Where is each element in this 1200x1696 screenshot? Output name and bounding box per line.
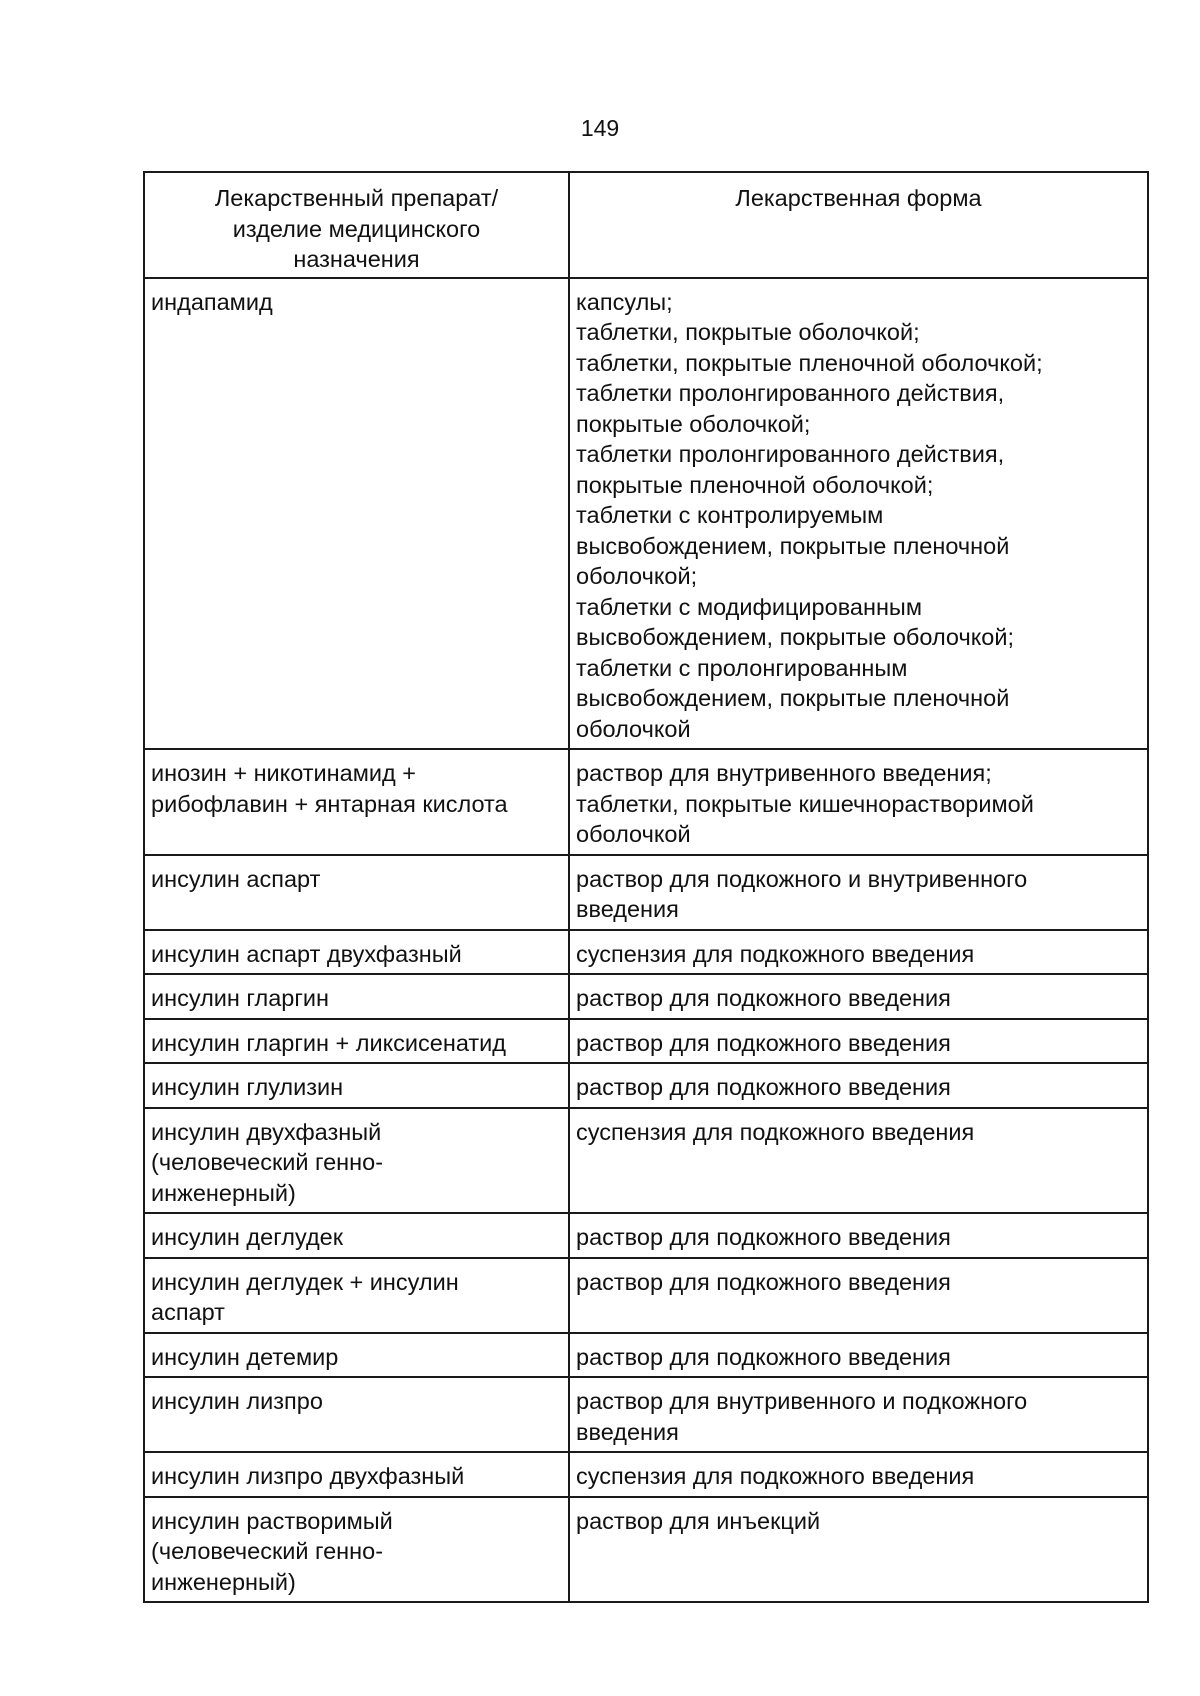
dosage-form-cell bbox=[569, 855, 1148, 930]
page-number: 149 bbox=[580, 115, 620, 141]
drug-name-line: инсулин деглудек + инсулин bbox=[151, 1268, 459, 1295]
drug-name-cell bbox=[144, 1108, 569, 1214]
dosage-form-cell bbox=[569, 1108, 1148, 1214]
dosage-form-line: раствор для инъекций bbox=[576, 1507, 821, 1534]
dosage-form-cell bbox=[569, 1213, 1148, 1258]
dosage-form-line: таблетки пролонгированного действия, bbox=[576, 441, 1005, 467]
drug-name-line: (человеческий генно- bbox=[151, 1149, 384, 1175]
drug-name-cell bbox=[144, 1333, 569, 1378]
drug-name-line: инженерный) bbox=[151, 1179, 296, 1206]
dosage-form-cell bbox=[569, 930, 1148, 975]
drug-name-line: инсулин растворимый bbox=[151, 1507, 393, 1534]
dosage-form-cell bbox=[569, 1019, 1148, 1064]
drug-name-line: индапамид bbox=[151, 288, 273, 315]
table-row bbox=[144, 974, 1148, 1019]
dosage-form-cell bbox=[569, 1377, 1148, 1452]
dosage-form-line: раствор для подкожного введения bbox=[576, 1224, 951, 1250]
header-drug-line: назначения bbox=[293, 246, 420, 272]
table-row bbox=[144, 1019, 1148, 1064]
drug-name-line: инсулин двухфазный bbox=[151, 1118, 382, 1145]
table-row bbox=[144, 1333, 1148, 1378]
drug-name-line: инсулин деглудек bbox=[151, 1224, 344, 1250]
dosage-form-line: раствор для подкожного введения bbox=[576, 1029, 951, 1056]
dosage-form-line: покрытые пленочной оболочкой; bbox=[576, 471, 934, 498]
dosage-form-cell bbox=[569, 974, 1148, 1019]
dosage-form-line: капсулы; bbox=[576, 288, 673, 315]
header-form bbox=[569, 172, 1148, 278]
drug-name-line: инсулин гларгин bbox=[151, 985, 330, 1011]
table-row bbox=[144, 1063, 1148, 1108]
dosage-form-line: оболочкой bbox=[576, 821, 691, 847]
dosage-form-line: введения bbox=[576, 1418, 679, 1445]
dosage-form-line: таблетки, покрытые кишечнорастворимой bbox=[576, 790, 1034, 817]
drug-name-line: инсулин гларгин + ликсисенатид bbox=[151, 1029, 507, 1056]
drug-name-cell bbox=[144, 1063, 569, 1108]
dosage-form-line: раствор для подкожного и внутривенного bbox=[576, 865, 1028, 892]
dosage-form-cell bbox=[569, 1063, 1148, 1108]
dosage-form-line: таблетки, покрытые оболочкой; bbox=[576, 319, 920, 345]
dosage-form-line: таблетки с контролируемым bbox=[576, 502, 884, 528]
dosage-form-line: раствор для внутривенного введения; bbox=[576, 760, 992, 786]
drug-name-cell bbox=[144, 1377, 569, 1452]
drug-name-cell bbox=[144, 1213, 569, 1258]
table-body bbox=[144, 278, 1148, 1603]
drug-name-cell bbox=[144, 930, 569, 975]
dosage-form-line: раствор для подкожного введения bbox=[576, 1268, 951, 1295]
table-row bbox=[144, 1377, 1148, 1452]
dosage-form-line: таблетки с пролонгированным bbox=[576, 654, 908, 681]
drug-name-line: инсулин аспарт bbox=[151, 865, 321, 892]
dosage-form-line: высвобождением, покрытые пленочной bbox=[576, 685, 1010, 711]
dosage-form-line: таблетки пролонгированного действия, bbox=[576, 380, 1005, 406]
dosage-form-cell bbox=[569, 278, 1148, 750]
dosage-form-line: суспензия для подкожного введения bbox=[576, 940, 975, 967]
dosage-form-line: суспензия для подкожного введения bbox=[576, 1463, 975, 1489]
dosage-form-cell bbox=[569, 1497, 1148, 1603]
table-row bbox=[144, 749, 1148, 855]
dosage-form-cell bbox=[569, 1258, 1148, 1333]
drug-table bbox=[143, 171, 1149, 1603]
dosage-form-line: покрытые оболочкой; bbox=[576, 410, 811, 437]
dosage-form-cell bbox=[569, 1452, 1148, 1497]
dosage-form-line: раствор для внутривенного и подкожного bbox=[576, 1388, 1028, 1414]
drug-name-cell bbox=[144, 1497, 569, 1603]
table-row bbox=[144, 1213, 1148, 1258]
drug-name-cell bbox=[144, 1258, 569, 1333]
dosage-form-line: таблетки с модифицированным bbox=[576, 593, 922, 620]
drug-name-cell bbox=[144, 278, 569, 750]
dosage-form-cell bbox=[569, 1333, 1148, 1378]
table-row bbox=[144, 1452, 1148, 1497]
drug-name-cell bbox=[144, 1452, 569, 1497]
drug-name-line: рибофлавин + янтарная кислота bbox=[151, 790, 508, 817]
table-row bbox=[144, 1497, 1148, 1603]
table-header-row bbox=[144, 172, 1148, 278]
drug-name-cell bbox=[144, 749, 569, 855]
dosage-form-cell bbox=[569, 749, 1148, 855]
dosage-form-line: высвобождением, покрытые пленочной bbox=[576, 532, 1010, 559]
drug-name-line: инозин + никотинамид + bbox=[151, 760, 416, 786]
dosage-form-line: суспензия для подкожного введения bbox=[576, 1118, 975, 1145]
table-row bbox=[144, 278, 1148, 750]
dosage-form-line: оболочкой bbox=[576, 715, 691, 742]
drug-name-line: инсулин лизпро двухфазный bbox=[151, 1463, 465, 1489]
dosage-form-line: высвобождением, покрытые оболочкой; bbox=[576, 624, 1014, 650]
drug-name-line: инсулин лизпро bbox=[151, 1388, 323, 1414]
drug-name-line: инсулин глулизин bbox=[151, 1074, 344, 1100]
drug-name-line: инженерный) bbox=[151, 1568, 296, 1595]
table-row bbox=[144, 1108, 1148, 1214]
drug-name-line: (человеческий генно- bbox=[151, 1538, 384, 1564]
dosage-form-line: раствор для подкожного введения bbox=[576, 985, 951, 1011]
header-drug-line: изделие медицинского bbox=[232, 215, 481, 242]
dosage-form-line: таблетки, покрытые пленочной оболочкой; bbox=[576, 349, 1043, 376]
header-drug bbox=[144, 172, 569, 278]
header-form-line: Лекарственная форма bbox=[735, 185, 982, 211]
drug-name-line: аспарт bbox=[151, 1299, 225, 1325]
drug-name-cell bbox=[144, 974, 569, 1019]
dosage-form-line: раствор для подкожного введения bbox=[576, 1074, 951, 1100]
table-row bbox=[144, 1258, 1148, 1333]
drug-name-line: инсулин аспарт двухфазный bbox=[151, 940, 462, 967]
dosage-form-line: оболочкой; bbox=[576, 563, 698, 589]
table-row bbox=[144, 930, 1148, 975]
dosage-form-line: введения bbox=[576, 896, 679, 922]
drug-name-line: инсулин детемир bbox=[151, 1343, 339, 1370]
drug-name-cell bbox=[144, 1019, 569, 1064]
table-row bbox=[144, 855, 1148, 930]
dosage-form-line: раствор для подкожного введения bbox=[576, 1343, 951, 1370]
drug-name-cell bbox=[144, 855, 569, 930]
header-drug-line: Лекарственный препарат/ bbox=[214, 185, 499, 211]
